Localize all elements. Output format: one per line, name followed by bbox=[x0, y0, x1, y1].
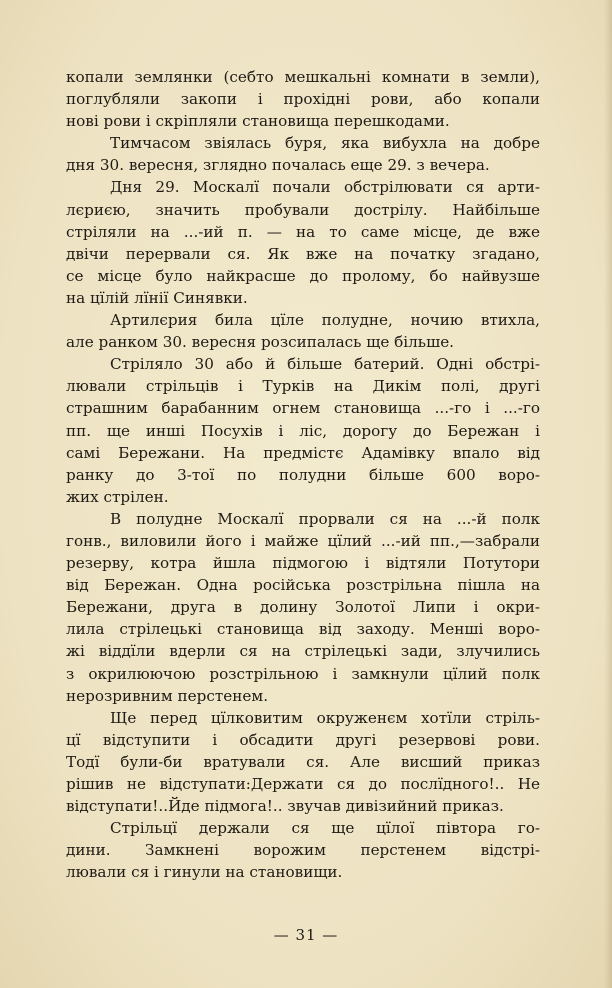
text-line: Тодї були-би вратували ся. Але висший приказ bbox=[66, 752, 540, 771]
text-line: пп. ще инші Посухів і ліс, дорогу до Бережан і bbox=[66, 421, 540, 440]
text-line: жі віддїли вдерли ся на стрілецькі зади, злучились bbox=[66, 642, 540, 661]
text-line: нові рови і скріпляли становища перешкодами. bbox=[66, 112, 450, 131]
text-line: ранку до 3-тої по полудни більше 600 воро- bbox=[66, 465, 540, 484]
text-line: лювали стрільців і Турків на Дикім полі, другі bbox=[66, 377, 540, 396]
text-line: рішив не відступати:Держати ся до послїдного!.. Не bbox=[66, 775, 540, 793]
text-line: Бережани, друга в долину Золотої Липи і окри- bbox=[66, 598, 540, 617]
text-line: Ще перед цїлковитим окруженєм хотїли стріль- bbox=[110, 708, 540, 727]
text-line: але ранком 30. вересня розсипалась ще більше. bbox=[66, 333, 455, 352]
text-line: лила стрілецькі становища від заходу. Менші воро- bbox=[66, 620, 540, 639]
text-line: від Бережан. Одна російська розстрільна пішла на bbox=[66, 576, 540, 595]
text-line: копали землянки (себто мешкальні комнати в земли), bbox=[66, 68, 540, 86]
text-line: лювали ся і гинули на становищи. bbox=[66, 863, 343, 882]
body-text bbox=[66, 66, 540, 883]
text-line: двічи перервали ся. Як вже на початку згадано, bbox=[66, 244, 540, 263]
text-line: лєриєю, значить пробували дострілу. Найбільше bbox=[66, 200, 540, 219]
text-line: стріляли на ...-ий п. — на то саме місце, де вже bbox=[66, 222, 540, 241]
text-line: нерозривним перстенем. bbox=[66, 686, 269, 705]
text-line: самі Бережани. На предмістє Адамівку впало від bbox=[66, 443, 540, 462]
text-line: Дня 29. Москалї почали обстрілювати ся арти- bbox=[110, 178, 540, 197]
text-line: гонв., виловили його і майже цїлий ...-ий пп.,—забрали bbox=[66, 531, 540, 550]
text-line: Стріляло 30 або й більше батерий. Одні обстрі- bbox=[110, 355, 540, 374]
text-line: се місце було найкрасше до пролому, бо найвузше bbox=[66, 266, 540, 285]
text-line: відступати!..Йде підмога!.. звучав дивізийний приказ. bbox=[66, 797, 504, 816]
text-line: Стрільцї держали ся ще цїлої півтора го- bbox=[110, 819, 540, 838]
page-edge-shadow bbox=[604, 0, 612, 988]
page-number: — 31 — bbox=[273, 926, 339, 944]
text-line: дини. Замкнені ворожим перстенем відстрі- bbox=[66, 841, 540, 860]
text-line: поглубляли закопи і прохідні рови, або копали bbox=[66, 90, 540, 109]
text-line: жих стрілен. bbox=[66, 487, 169, 506]
text-line: на цїлій лїнії Синявки. bbox=[66, 288, 248, 307]
text-paragraphs bbox=[66, 66, 540, 883]
text-line: В полудне Москалї прорвали ся на ...-й полк bbox=[110, 509, 540, 528]
text-line: Тимчасом звіялась буря, яка вибухла на добре bbox=[110, 134, 540, 153]
text-line: цї відступити і обсадити другі резервові рови. bbox=[66, 730, 540, 749]
text-line: з окрилюючою розстрільною і замкнули цїлий полк bbox=[66, 664, 540, 683]
text-line: дня 30. вересня, зглядно почалась еще 29. з вечера. bbox=[66, 156, 490, 175]
text-line: резерву, котра йшла підмогою і відтяли Потутори bbox=[66, 554, 540, 573]
text-line: страшним барабанним огнем становища ...-го і ...-го bbox=[66, 399, 540, 418]
text-line: Артилєрия била цїле полудне, ночию втихла, bbox=[110, 311, 540, 330]
